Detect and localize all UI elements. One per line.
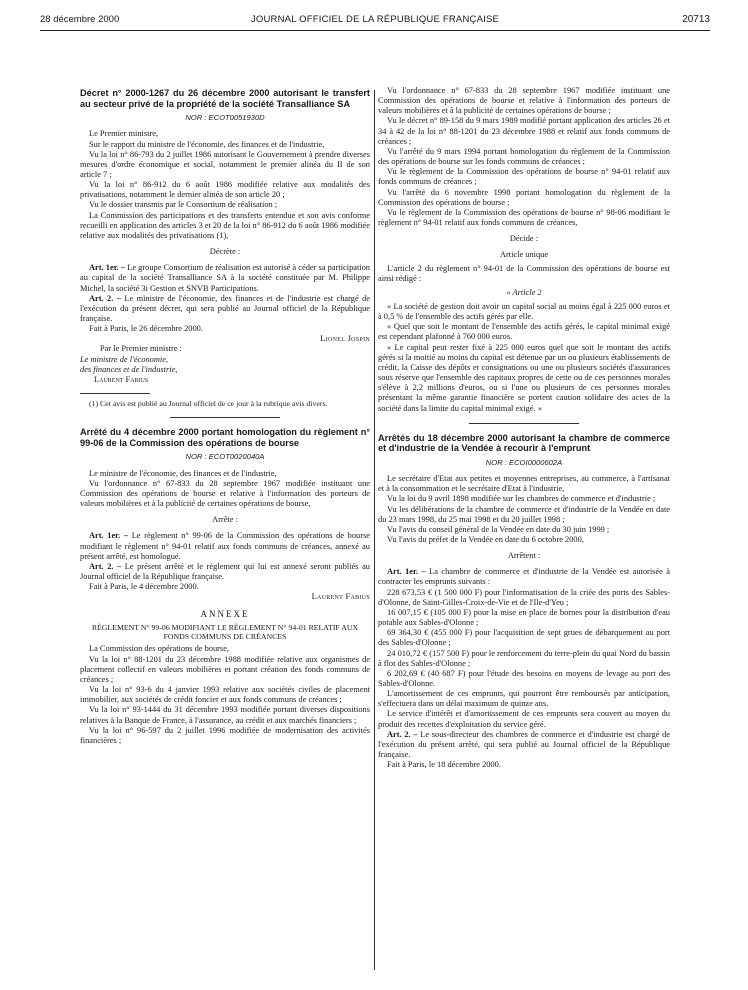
arrete2-fait: Fait à Paris, le 18 décembre 2000.: [387, 760, 501, 770]
arrete1-p2: Vu l'ordonnance n° 67-833 du 28 septembre 1967 modifiée instituant une Commission des opérations de bourse et relative à l'information des porteurs de valeurs mobilières et à la publicité de certaines opérations de bourse,: [80, 478, 370, 509]
decret-art1: Art. 1er. – Le groupe Consortium de réalisation est autorisé à céder sa participation au capital de la société Transalliance SA à la société constituée par M. Philippe Michel, la société 3i Gestion et SNVB Participations.: [80, 263, 370, 293]
footnote-rule: [80, 393, 150, 394]
reglement-decide: Décide :: [509, 234, 539, 244]
reglement-r4: Vu la loi n° 93-1444 du 31 décembre 1993 modifiée portant diverses dispositions relatives à la Banque de France, à l'assurance, au crédit et aux marchés financiers ;: [80, 705, 370, 725]
decret-p3: Vu la loi n° 86-793 du 2 juillet 1986 autorisant le Gouvernement à prendre diverses mesures d'ordre économique et social, notamment le premier alinéa du II de son article 7 ;: [80, 149, 370, 179]
arrete1-signer: Laurent Fabius: [311, 592, 370, 602]
decret-title: Décret n° 2000-1267 du 26 décembre 2000 autorisant le transfert au secteur privé de la propriété de la société Transalliance SA: [80, 88, 370, 109]
article2-heading: « Article 2: [506, 287, 542, 297]
article-unique-text: L'article 2 du règlement n° 94-01 de la Commission des opérations de bourse est ainsi rédigé :: [378, 263, 670, 283]
emprunt-3: 69 364,30 € (455 000 F) pour l'acquisition de sept grues de débarquement au port des Sables-d'Olonne ;: [378, 628, 670, 648]
arrete1-title: Arrêté du 4 décembre 2000 portant homologation du règlement n° 99-06 de la Commission des opérations de bourse: [80, 427, 370, 448]
arrete2-p7: Le service d'intérêt et d'amortissement de ces emprunts sera couvert au moyen du produit des recettes d'exploitation du service géré.: [378, 709, 670, 729]
reglement-r9: Vu le règlement de la Commission des opérations de bourse n° 94-01 relatif aux fonds communs de créances ;: [378, 167, 670, 187]
decret-p6: La Commission des participations et des transferts entendue et son avis conforme recueilli en application des articles 3 et 20 de la loi n° 86-912 du 6 août 1986 modifiée relative aux modalités des privatisations (1),: [80, 210, 370, 240]
emprunt-4: 24 010,72 € (157 500 F) pour le renforcement du terre-plein du quai Nord du bassin à flot des Sables-d'Olonne ;: [378, 648, 670, 668]
right-column: [378, 86, 670, 770]
decret-fait: Fait à Paris, le 26 décembre 2000.: [89, 324, 203, 334]
left-column: [80, 88, 370, 746]
arrete2-p5: Vu l'avis du préfet de la Vendée en date du 6 octobre 2000,: [387, 534, 584, 544]
reglement-r5: Vu la loi n° 96-597 du 2 juillet 1996 modifiée de modernisation des activités financières ;: [80, 725, 370, 745]
arrete2-p1: Le secrétaire d'Etat aux petites et moyennes entreprises, au commerce, à l'artisanat et à la consommation et le secrétaire d'Etat à l'industrie,: [378, 474, 670, 494]
article2-quote: [378, 302, 670, 414]
reglement-r6: Vu l'ordonnance n° 67-833 du 28 septembre 1967 modifiée instituant une Commission des opérations de bourse et relative à l'information des porteurs de valeurs mobilières et à la publicité de certaines opérations de bourse ;: [378, 86, 670, 116]
decret-art2: Art. 2. – Le ministre de l'économie, des finances et de l'industrie est chargé de l'exécution du présent décret, qui sera publié au Journal officiel de la République française.: [80, 293, 371, 323]
article-unique-heading: Article unique: [499, 250, 549, 260]
decret-par: Par le Premier ministre :: [100, 344, 182, 354]
arrete2-nor: NOR : ECOI0000602A: [485, 457, 563, 467]
reglement-r3: Vu la loi n° 93-6 du 4 janvier 1993 relative aux sociétés civiles de placement immobilier, aux sociétés de crédit foncier et aux fonds communs de créances ;: [80, 685, 370, 705]
quote-p1: « La société de gestion doit avoir un capital social au moins égal à 225 000 euros et à 0,5 % de l'ensemble des actifs gérés par elle.: [378, 301, 670, 322]
arrete2-p6: L'amortissement de ces emprunts, qui pourront être remboursés par anticipation, s'effectuera dans un délai maximum de quinze ans.: [378, 689, 670, 709]
arrete2-arretent: Arrêtent :: [507, 551, 541, 561]
arrete2-title: Arrêtés du 18 décembre 2000 autorisant la chambre de commerce et d'industrie de la Vendée à recourir à l'emprunt: [378, 432, 670, 454]
reglement-title: RÈGLEMENT N° 99-06 MODIFIANT LE RÈGLEMENT N° 94-01 RELATIF AUX FONDS COMMUNS DE CRÉANCES: [91, 622, 359, 642]
arrete1-nor: NOR : ECOT0020040A: [185, 452, 265, 462]
column-divider: [374, 90, 375, 970]
section-separator: [170, 417, 280, 418]
arrete2-p3: Vu les délibérations de la chambre de commerce et d'industrie de la Vendée en date du 23 mars 1998, du 25 mai 1998 et du 20 juillet 1998 ;: [378, 504, 670, 524]
decret-nor: NOR : ECOT0051930D: [185, 113, 265, 123]
decret-p2: Sur le rapport du ministre de l'économie, des finances et de l'industrie,: [89, 139, 325, 149]
reglement-r1: La Commission des opérations de bourse,: [89, 644, 230, 654]
reglement-r11: Vu le règlement de la Commission des opérations de bourse n° 98-06 modifiant le règlement n° 94-01 relatif aux fonds communs de créances,: [378, 207, 670, 228]
arrete1-arrete: Arrête :: [212, 515, 238, 525]
quote-p2: « Quel que soit le montant de l'ensemble des actifs gérés, le capital minimal exigé est cependant plafonné à 760 000 euros.: [378, 322, 670, 342]
reglement-r2: Vu la loi n° 88-1201 du 23 décembre 1988 modifiée relative aux organismes de placement collectif en valeurs mobilières et portant création des fonds communs de créances ;: [80, 654, 370, 684]
decret-decrete: Décrète :: [209, 247, 241, 257]
arrete2-p4: Vu l'avis du conseil général de la Vendée en date du 30 juin 1999 ;: [387, 524, 610, 534]
decret-p5: Vu le dossier transmis par le Consortium de réalisation ;: [89, 200, 278, 210]
reglement-r7: Vu le décret n° 89-158 du 9 mars 1989 modifié portant application des articles 26 et 34 à 42 de la loi n° 88-1201 du 23 décembre 1988 et relatif aux fonds communs de créances ;: [378, 116, 670, 146]
arrete2-art2: Art. 2. – Le sous-directeur des chambres de commerce et d'industrie est chargé de l'exécution du présent arrêté, qui sera publié au Journal officiel de la République française.: [378, 729, 670, 760]
annexe-heading: ANNEXE: [200, 608, 250, 619]
header-date: 28 décembre 2000: [40, 14, 120, 25]
header-rule: [40, 30, 710, 31]
arrete1-fait: Fait à Paris, le 4 décembre 2000.: [89, 582, 199, 592]
decret-signer: Lionel Jospin: [320, 334, 370, 344]
header-page-number: 20713: [682, 14, 710, 25]
page-header: [40, 14, 710, 28]
arrete2-p2: Vu la loi du 9 avril 1898 modifiée sur les chambres de commerce et d'industrie ;: [387, 494, 656, 504]
emprunt-1: 228 673,53 € (1 500 000 F) pour l'informatisation de la criée des ports des Sables-d'Olonne, de Saint-Gilles-Croix-de-Vie et de l'Ile-d'Yeu ;: [378, 587, 670, 607]
decret-min-name: Laurent Fabius: [94, 374, 149, 384]
header-journal-title: JOURNAL OFFICIEL DE LA RÉPUBLIQUE FRANÇAISE: [250, 14, 500, 25]
decret-min2: des finances et de l'industrie,: [80, 364, 178, 374]
arrete2-art1: Art. 1er. – La chambre de commerce et d'industrie de la Vendée est autorisée à contracter les emprunts suivants :: [378, 567, 671, 587]
arrete1-p1: Le ministre de l'économie, des finances et de l'industrie,: [89, 468, 277, 478]
decret-p1: Le Premier ministre,: [89, 129, 159, 139]
reglement-r8: Vu l'arrêté du 9 mars 1994 portant homologation du règlement de la Commission des opérations de bourse sur les fonds communs de créances ;: [378, 146, 670, 167]
arrete1-art1: Art. 1er. – Le règlement n° 99-06 de la Commission des opérations de bourse modifiant le règlement n° 94-01 relatif aux fonds communs de créances, annexé au présent arrêté, est homologué.: [80, 531, 371, 561]
emprunt-5: 6 202,69 € (40 687 F) pour l'étude des besoins en moyens de levage au port des Sables-d'Olonne.: [378, 668, 670, 688]
quote-p3: « Le capital peut rester fixé à 225 000 euros quel que soit le montant des actifs gérés si la moitié au moins du capital est détenue par un ou plusieurs établissements de crédit, la Caisse des dépôts et consignations ou une ou plusieurs sociétés d'assurances sous réserve que l'ensemble des capitaux propres de cette ou de ces personnes morales s'élève à 2,2 millions d'euros, ou si l'une ou plusieurs de ces personnes morales présentant la même garantie financière se portent caution solidaire des actes de la société dans la limite du capital minimal exigé. »: [378, 342, 670, 413]
reglement-r10: Vu l'arrêté du 6 novembre 1998 portant homologation du règlement de la Commission des opérations de bourse ;: [378, 187, 670, 207]
decret-footnote: (1) Cet avis est publié au Journal officiel de ce jour à la rubrique avis divers.: [89, 399, 328, 409]
section-separator-right: [469, 423, 579, 424]
decret-p4: Vu la loi n° 86-912 du 6 août 1986 modifiée relative aux modalités des privatisations, notamment le dernier alinéa de son article 20 ;: [80, 180, 370, 200]
decret-min1: Le ministre de l'économie,: [80, 354, 169, 364]
emprunt-2: 16 007,15 € (105 000 F) pour la mise en place de bornes pour la distribution d'eau potable aux Sables-d'Olonne ;: [378, 607, 670, 628]
arrete1-art2: Art. 2. – Le présent arrêté et le règlement qui lui est annexé seront publiés au Journal officiel de la République française.: [80, 561, 370, 582]
